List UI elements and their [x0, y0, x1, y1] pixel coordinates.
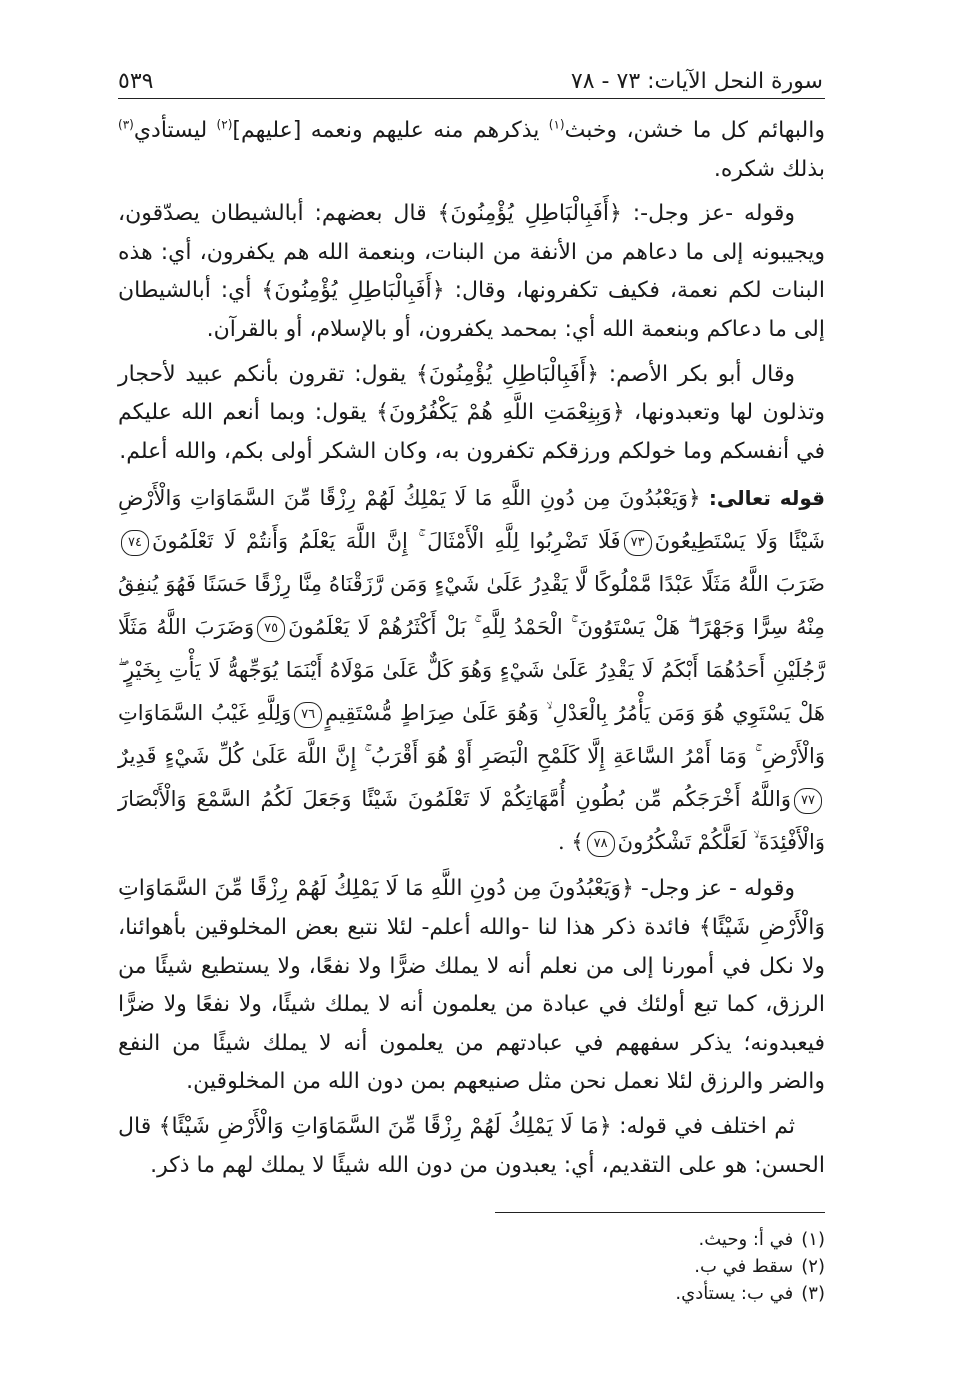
verse-number-76: ٧٦ — [294, 702, 322, 728]
verse-74: فَلَا تَضْرِبُوا لِلَّهِ الْأَمْثَالَ ۚ إِنَّ اللَّهَ يَعْلَمُ وَأَنتُمْ لَا تَعْلَمُونَ — [152, 529, 621, 554]
paragraph-5: ثم اختلف في قوله: ﴿مَا لَا يَمْلِكُ لَهُمْ رِزْقًا مِّنَ السَّمَاوَاتِ وَالْأَرْضِ شَيْئًا﴾ قال الحسن: هو على التقديم، أي: يعبدون من دون الله شيئًا لا يملك لهم ما ذكر. — [118, 1113, 825, 1178]
verse-number-74: ٧٤ — [121, 530, 149, 556]
footnote-ref-1[interactable]: (١) — [548, 117, 565, 132]
footnote-number: (٣) — [801, 1283, 825, 1304]
footnote-text: سقط في ب. — [694, 1256, 794, 1277]
verse-number-77: ٧٧ — [794, 788, 822, 814]
footnote-ref-2[interactable]: (٢) — [216, 117, 233, 132]
paragraph-3: وقال أبو بكر الأصم: ﴿أَفَبِالْبَاطِلِ يُؤْمِنُونَ﴾ يقول: تقرون بأنكم عبيد لأحجار وتذلون لها وتعبدونها، ﴿وَبِنِعْمَتِ اللَّهِ هُمْ يَكْفُرُونَ﴾ يقول: وبما أنعم الله عليكم في أنفسكم وما خولكم ورزقكم تكفرون به، وكان الشكر أولى بكم، والله أعلم. — [118, 361, 825, 464]
quran-passage — [118, 477, 825, 864]
paragraph-4: وقوله - عز وجل- ﴿وَيَعْبُدُونَ مِن دُونِ اللَّهِ مَا لَا يَمْلِكُ لَهُمْ رِزْقًا مِّنَ السَّمَاوَاتِ وَالْأَرْضِ شَيْئًا﴾ فائدة ذكر هذا لنا -والله أعلم- لئلا نتبع بعض المخلوقين بأهوائنا، ولا نكل في أمورنا إلى من نعلم أنه لا يملك ضرًّا ولا نفعًا، ولا يستطيع شيئًا من الرزق، كما تبع أولئك في عبادة من يعلمون أنه لا يملك شيئًا، ولا نفعًا ولا ضرًّا فيعبدونه؛ يذكر سفههم في عبادتهم من يعلمون أنه لا يملك شيئًا من النفع والضر والرزق لئلا نعمل نحن مثل صنيعهم بمن دون الله من المخلوقين. — [118, 876, 825, 1095]
footnote-3 — [425, 1280, 825, 1307]
header-title: سورة النحل الآيات: ٧٣ - ٧٨ — [570, 69, 823, 94]
header-divider — [118, 98, 825, 99]
verse-75: ضَرَبَ اللَّهُ مَثَلًا عَبْدًا مَّمْلُوكًا لَّا يَقْدِرُ عَلَىٰ شَيْءٍ وَمَن رَّزَقْنَاهُ مِنَّا رِزْقًا حَسَنًا فَهُوَ يُنفِقُ مِنْهُ سِرًّا وَجَهْرًا ۖ هَلْ يَسْتَوُونَ ۚ الْحَمْدُ لِلَّهِ ۚ بَلْ أَكْثَرُهُمْ لَا يَعْلَمُونَ — [118, 572, 825, 640]
footnote-divider — [495, 1212, 825, 1213]
footnote-number: (٢) — [801, 1256, 825, 1277]
verse-73: ﴿وَيَعْبُدُونَ مِن دُونِ اللَّهِ مَا لَا يَمْلِكُ لَهُمْ رِزْقًا مِّنَ السَّمَاوَاتِ وَالْأَرْضِ شَيْئًا وَلَا يَسْتَطِيعُونَ — [118, 486, 825, 554]
p1-text-b: يذكرهم منه عليهم ونعمه [عليهم] — [232, 118, 549, 143]
paragraph-1 — [118, 112, 825, 189]
footnote-text: في ب: يستأدي. — [675, 1283, 794, 1304]
verse-76: وَضَرَبَ اللَّهُ مَثَلًا رَّجُلَيْنِ أَحَدُهُمَا أَبْكَمُ لَا يَقْدِرُ عَلَىٰ شَيْءٍ وَهُوَ كَلٌّ عَلَىٰ مَوْلَاهُ أَيْنَمَا يُوَجِّههُّ لَا يَأْتِ بِخَيْرٍ ۖ هَلْ يَسْتَوِي هُوَ وَمَن يَأْمُرُ بِالْعَدْلِ ۙ وَهُوَ عَلَىٰ صِرَاطٍ مُّسْتَقِيمٍ — [118, 615, 825, 726]
verse-number-73: ٧٣ — [624, 530, 652, 556]
footnote-text: في أ: وحيث. — [698, 1229, 794, 1250]
page-number: ٥٣٩ — [118, 69, 154, 94]
verse-77: وَلِلَّهِ غَيْبُ السَّمَاوَاتِ وَالْأَرْضِ ۚ وَمَا أَمْرُ السَّاعَةِ إِلَّا كَلَمْحِ الْبَصَرِ أَوْ هُوَ أَقْرَبُ ۚ إِنَّ اللَّهَ عَلَىٰ كُلِّ شَيْءٍ قَدِيرٌ — [118, 701, 825, 769]
quran-lead: قوله تعالى: — [708, 486, 825, 511]
verse-number-75: ٧٥ — [257, 616, 285, 642]
p1-text-a: والبهائم كل ما خشن، وخبث — [564, 118, 825, 143]
main-text — [118, 112, 825, 1191]
running-header — [118, 58, 823, 94]
paragraph-2: وقوله -عز وجل-: ﴿أَفَبِالْبَاطِلِ يُؤْمِنُونَ﴾ قال بعضهم: أبالشيطان يصدّقون، ويجيبونه إلى ما دعاهم من الأنفة من البنات، وبنعمة الله هم يكفرون، أي: هذه البنات لكم نعمة، فكيف تكفرونها، وقال: ﴿أَفَبِالْبَاطِلِ يُؤْمِنُونَ﴾ أي: أبالشيطان إلى ما دعاكم وبنعمة الله أي: بمحمد يكفرون، أو بالإسلام، أو بالقرآن. — [118, 201, 825, 342]
footnote-ref-3[interactable]: (٣) — [118, 117, 134, 132]
footnote-1 — [425, 1226, 825, 1253]
footnote-number: (١) — [801, 1229, 825, 1250]
p1-text-d: بذلك شكره. — [713, 156, 825, 182]
quran-close: ﴾ . — [558, 830, 584, 855]
footnote-2 — [425, 1253, 825, 1280]
footnotes — [425, 1226, 825, 1307]
p1-text-c: ليستأدي — [133, 118, 217, 143]
verse-78: وَاللَّهُ أَخْرَجَكُم مِّن بُطُونِ أُمَّهَاتِكُمْ لَا تَعْلَمُونَ شَيْئًا وَجَعَلَ لَكُمُ السَّمْعَ وَالْأَبْصَارَ وَالْأَفْئِدَةَ ۙ لَعَلَّكُمْ تَشْكُرُونَ — [118, 787, 825, 855]
verse-number-78: ٧٨ — [587, 831, 615, 857]
